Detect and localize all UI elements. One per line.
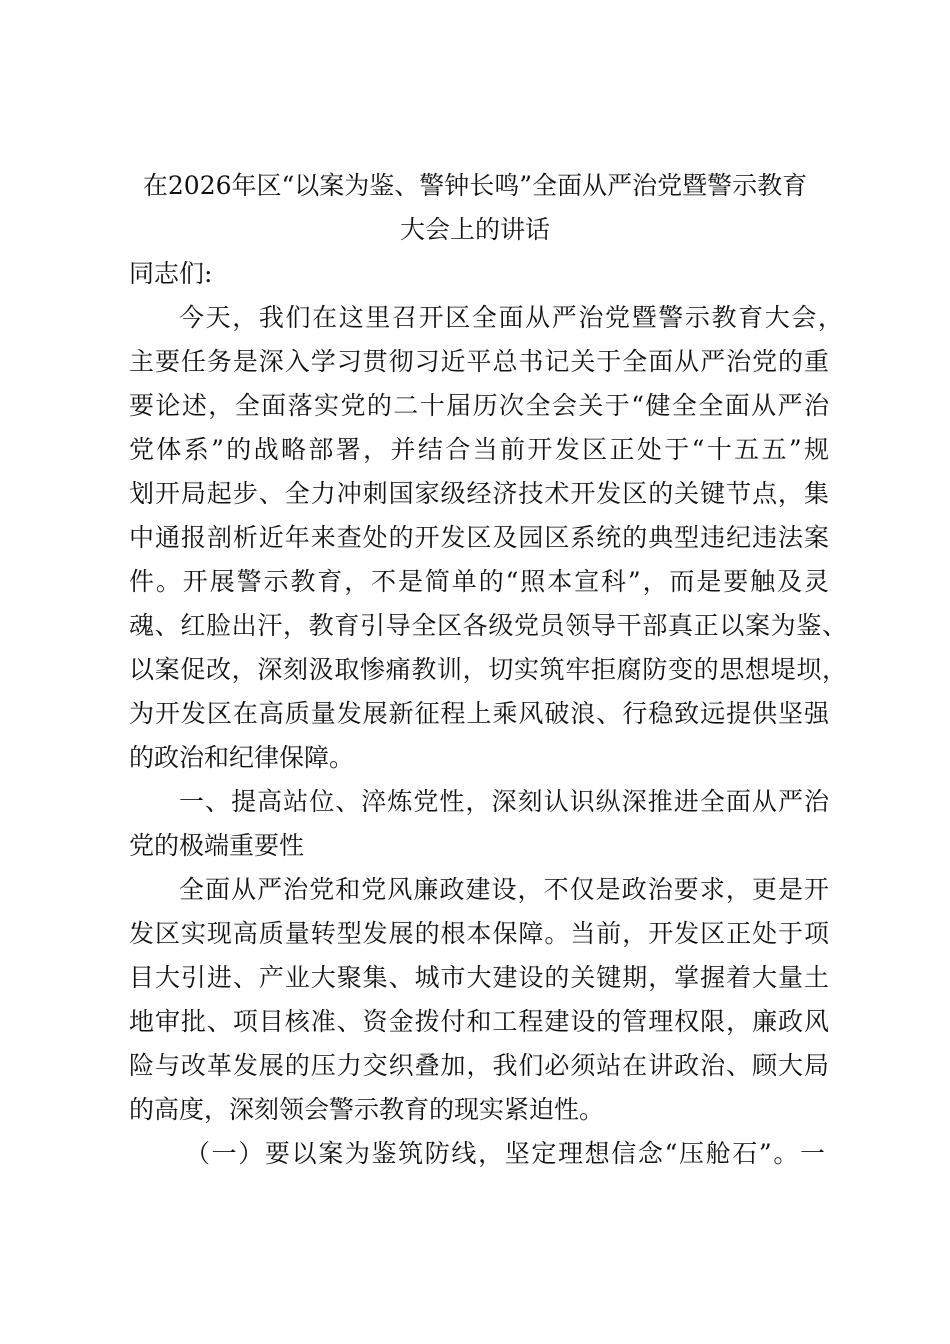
paragraph-line: 中通报剖析近年来查处的开发区及园区系统的典型违纪违法案 bbox=[129, 523, 829, 552]
heading-line: 一、提高站位、淬炼党性，深刻认识纵深推进全面从严治 bbox=[179, 787, 829, 816]
paragraph-line: 发区实现高质量转型发展的根本保障。当前，开发区正处于项 bbox=[129, 919, 829, 948]
paragraph-line: 划开局起步、全力冲刺国家级经济技术开发区的关键节点，集 bbox=[129, 479, 829, 508]
paragraph-line: 魂、红脸出汗，教育引导全区各级党员领导干部真正以案为鉴、 bbox=[129, 611, 847, 640]
paragraph-line: 的高度，深刻领会警示教育的现实紧迫性。 bbox=[129, 1095, 605, 1124]
paragraph-line: 地审批、项目核准、资金拨付和工程建设的管理权限，廉政风 bbox=[129, 1007, 829, 1036]
section-heading-1 bbox=[129, 780, 829, 868]
salutation: 同志们: bbox=[129, 259, 213, 288]
paragraph-line: 险与改革发展的压力交织叠加，我们必须站在讲政治、顾大局 bbox=[129, 1051, 829, 1080]
heading-line: 党的极端重要性 bbox=[129, 831, 305, 860]
subsection-heading-1 bbox=[129, 1132, 829, 1176]
subheading-line: （一）要以案为鉴筑防线，坚定理想信念“压舱石”。一 bbox=[185, 1139, 825, 1168]
paragraph-intro bbox=[129, 296, 847, 780]
paragraph-section-1 bbox=[129, 868, 829, 1132]
paragraph-line: 目大引进、产业大聚集、城市大建设的关键期，掌握着大量土 bbox=[129, 963, 829, 992]
paragraph-line: 为开发区在高质量发展新征程上乘风破浪、行稳致远提供坚强 bbox=[129, 699, 829, 728]
paragraph-line: 件。开展警示教育，不是简单的“照本宣科”，而是要触及灵 bbox=[129, 567, 829, 596]
paragraph-line: 今天，我们在这里召开区全面从严治党暨警示教育大会， bbox=[179, 303, 843, 332]
paragraph-line: 全面从严治党和党风廉政建设，不仅是政治要求，更是开 bbox=[179, 875, 829, 904]
paragraph-line: 要论述，全面落实党的二十届历次全会关于“健全全面从严治 bbox=[129, 391, 829, 420]
document-title-line-2: 大会上的讲话 bbox=[399, 215, 550, 244]
paragraph-line: 以案促改，深刻汲取惨痛教训，切实筑牢拒腐防变的思想堤坝， bbox=[129, 655, 847, 684]
paragraph-line: 党体系”的战略部署，并结合当前开发区正处于“十五五”规 bbox=[129, 435, 829, 464]
document-title-line-1: 在2026年区“以案为鉴、警钟长鸣”全面从严治党暨警示教育 bbox=[142, 171, 808, 200]
paragraph-line: 主要任务是深入学习贯彻习近平总书记关于全面从严治党的重 bbox=[129, 347, 829, 376]
paragraph-line: 的政治和纪律保障。 bbox=[129, 743, 355, 772]
